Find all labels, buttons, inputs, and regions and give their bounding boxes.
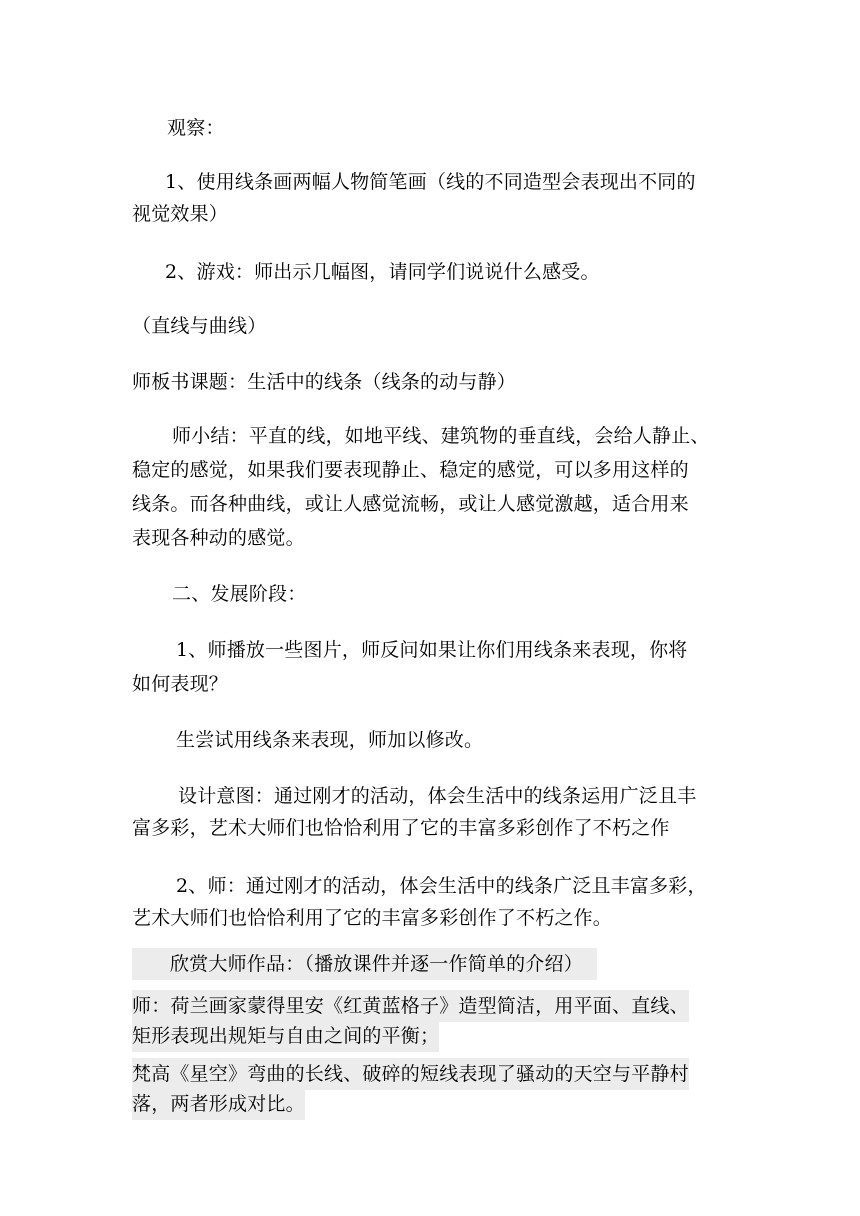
item2-text: 2、游戏：师出示几幅图，请同学们说说什么感受。 <box>165 261 600 283</box>
mondrian-line1: 师：荷兰画家蒙得里安《红黄蓝格子》造型简洁，用平面、直线、 <box>132 990 689 1022</box>
summary-line4: 表现各种动的感觉。 <box>132 527 305 549</box>
straight-curve-note: （直线与曲线） <box>132 315 267 337</box>
stage-item2-line1: 2、师：通过刚才的活动，体会生活中的线条广泛且丰富多彩， <box>176 875 707 897</box>
vangogh-line2: 落，两者形成对比。 <box>132 1088 305 1120</box>
mondrian-line2: 矩形表现出规矩与自由之间的平衡； <box>132 1020 439 1052</box>
board-title: 师板书课题：生活中的线条（线条的动与静） <box>132 371 517 393</box>
item1-line1: 1、使用线条画两幅人物简笔画（线的不同造型会表现出不同的 <box>165 171 696 193</box>
stage-item1-line1: 1、师播放一些图片，师反问如果让你们用线条来表现，你将 <box>176 639 688 661</box>
summary-line2: 稳定的感觉，如果我们要表现静止、稳定的感觉，可以多用这样的 <box>132 459 689 481</box>
item1-line2: 视觉效果） <box>132 203 229 225</box>
summary-line3: 线条。而各种曲线，或让人感觉流畅，或让人感觉激越，适合用来 <box>132 493 689 515</box>
appreciate-line: 欣赏大师作品：（播放课件并逐一作简单的介绍） <box>132 948 597 980</box>
observe-heading: 观察： <box>167 117 225 139</box>
student-try: 生尝试用线条来表现，师加以修改。 <box>176 729 484 751</box>
stage-item2-line2: 艺术大师们也恰恰利用了它的丰富多彩创作了不朽之作。 <box>132 907 613 929</box>
summary-line1: 师小结：平直的线，如地平线、建筑物的垂直线，会给人静止、 <box>172 425 710 447</box>
stage-two-heading: 二、发展阶段： <box>172 583 307 605</box>
stage-item1-line2: 如何表现？ <box>132 673 229 695</box>
design-line2: 富多彩，艺术大师们也恰恰利用了它的丰富多彩创作了不朽之作 <box>132 817 670 839</box>
vangogh-line1: 梵高《星空》弯曲的长线、破碎的短线表现了骚动的天空与平静村 <box>132 1058 689 1090</box>
design-line1: 设计意图：通过刚才的活动，体会生活中的线条运用广泛且丰 <box>178 785 697 807</box>
